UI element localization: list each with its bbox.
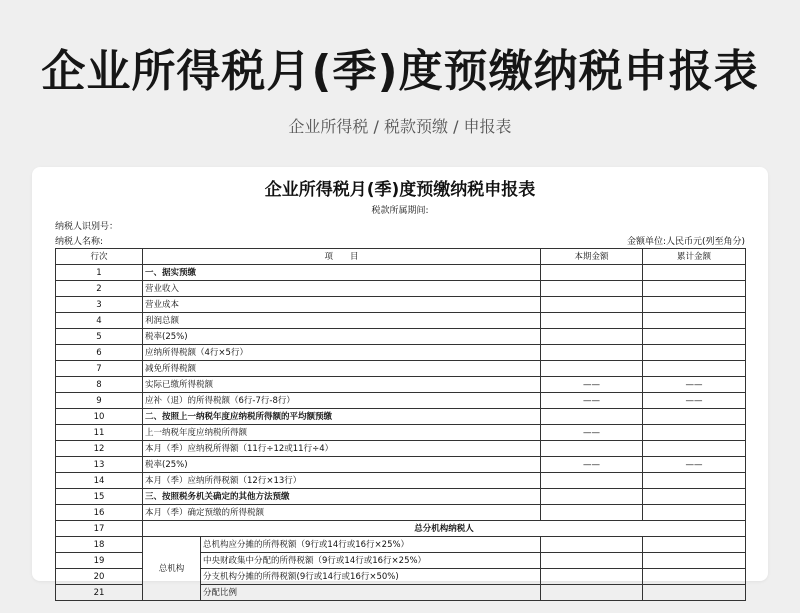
- row-no: 14: [56, 473, 143, 489]
- current-cell[interactable]: [541, 345, 643, 361]
- row-no: 10: [56, 409, 143, 425]
- cumulative-cell[interactable]: [643, 473, 746, 489]
- table-row: [56, 537, 746, 553]
- cumulative-cell[interactable]: [643, 585, 746, 601]
- cumulative-cell[interactable]: [643, 553, 746, 569]
- cumulative-cell[interactable]: [643, 297, 746, 313]
- current-cell[interactable]: [541, 489, 643, 505]
- current-cell[interactable]: [541, 441, 643, 457]
- row-item: 本月（季）确定预缴的所得税额: [143, 505, 541, 521]
- row-item: 本月（季）应纳所得税额（12行×13行）: [143, 473, 541, 489]
- page-subtitle: 企业所得税 / 税款预缴 / 申报表: [288, 117, 512, 136]
- table-row: [56, 329, 746, 345]
- current-cell[interactable]: [541, 361, 643, 377]
- row-item: 分配比例: [201, 585, 541, 601]
- row-no: 8: [56, 377, 143, 393]
- current-cell[interactable]: [541, 553, 643, 569]
- row-item: 减免所得税额: [143, 361, 541, 377]
- row-no: 21: [56, 585, 143, 601]
- row-no: 17: [56, 521, 143, 537]
- current-cell[interactable]: [541, 473, 643, 489]
- table-row: [56, 505, 746, 521]
- row-no: 5: [56, 329, 143, 345]
- row-item: 实际已缴所得税额: [143, 377, 541, 393]
- taxpayer-name-label: 纳税人名称:: [55, 237, 104, 247]
- row-item: 二、按照上一纳税年度应纳税所得额的平均额预缴: [143, 409, 541, 425]
- cumulative-cell[interactable]: [643, 329, 746, 345]
- table-row: [56, 489, 746, 505]
- dash-cell: ——: [541, 425, 643, 441]
- form-card: [32, 167, 768, 598]
- cumulative-cell[interactable]: [643, 281, 746, 297]
- row-no: 15: [56, 489, 143, 505]
- table-row: [56, 441, 746, 457]
- row-no: 19: [56, 553, 143, 569]
- current-cell[interactable]: [541, 297, 643, 313]
- table-row: [56, 473, 746, 489]
- group-label: 总机构: [143, 537, 201, 601]
- row-item: 应补（退）的所得税额（6行-7行-8行）: [143, 393, 541, 409]
- current-cell[interactable]: [541, 585, 643, 601]
- table-row: [56, 345, 746, 361]
- form-title: 企业所得税月(季)度预缴纳税申报表: [264, 180, 536, 200]
- taxpayer-id-label: 纳税人识别号：: [55, 222, 119, 232]
- row-item: 一、据实预缴: [143, 265, 541, 281]
- current-cell[interactable]: [541, 313, 643, 329]
- table-row: [56, 265, 746, 281]
- row-no: 2: [56, 281, 143, 297]
- unit-label: 金额单位:人民币元(列至角分): [626, 237, 745, 247]
- cumulative-cell[interactable]: [643, 537, 746, 553]
- cumulative-cell[interactable]: [643, 425, 746, 441]
- current-cell[interactable]: [541, 329, 643, 345]
- row-item: 营业收入: [143, 281, 541, 297]
- table-row: [56, 425, 746, 441]
- table-row: [56, 377, 746, 393]
- header-current: 本期金额: [541, 249, 643, 265]
- current-cell[interactable]: [541, 409, 643, 425]
- dash-cell: ——: [541, 393, 643, 409]
- row-no: 13: [56, 457, 143, 473]
- dash-cell: ——: [643, 393, 746, 409]
- current-cell[interactable]: [541, 265, 643, 281]
- cumulative-cell[interactable]: [643, 409, 746, 425]
- row-item: 上一纳税年度应纳税所得额: [143, 425, 541, 441]
- cumulative-cell[interactable]: [643, 361, 746, 377]
- cumulative-cell[interactable]: [643, 489, 746, 505]
- row-no: 6: [56, 345, 143, 361]
- table-row: [56, 393, 746, 409]
- period-label: 税款所属期间:: [371, 206, 429, 216]
- current-cell[interactable]: [541, 505, 643, 521]
- cumulative-cell[interactable]: [643, 265, 746, 281]
- row-item: 分支机构分摊的所得税额(9行或14行或16行×50%): [201, 569, 541, 585]
- table-row: [56, 361, 746, 377]
- section-header-branch: 总分机构纳税人: [143, 521, 746, 537]
- table-row: [56, 457, 746, 473]
- dash-cell: ——: [541, 377, 643, 393]
- cumulative-cell[interactable]: [643, 441, 746, 457]
- current-cell[interactable]: [541, 281, 643, 297]
- dash-cell: ——: [643, 377, 746, 393]
- row-no: 7: [56, 361, 143, 377]
- row-no: 11: [56, 425, 143, 441]
- cumulative-cell[interactable]: [643, 345, 746, 361]
- page-title: 企业所得税月(季)度预缴纳税申报表: [41, 46, 759, 97]
- table-row: [56, 313, 746, 329]
- cumulative-cell[interactable]: [643, 569, 746, 585]
- row-item: 利润总额: [143, 313, 541, 329]
- row-item: 应纳所得税额（4行×5行）: [143, 345, 541, 361]
- row-no: 18: [56, 537, 143, 553]
- table-row: [56, 521, 746, 537]
- table-row: [56, 281, 746, 297]
- row-item: 中央财政集中分配的所得税额（9行或14行或16行×25%）: [201, 553, 541, 569]
- header-cumulative: 累计金额: [643, 249, 746, 265]
- row-no: 12: [56, 441, 143, 457]
- row-item: 三、按照税务机关确定的其他方法预缴: [143, 489, 541, 505]
- cumulative-cell[interactable]: [643, 313, 746, 329]
- dash-cell: ——: [541, 457, 643, 473]
- tax-table: [55, 248, 746, 601]
- table-row: [56, 297, 746, 313]
- cumulative-cell[interactable]: [643, 505, 746, 521]
- row-no: 4: [56, 313, 143, 329]
- current-cell[interactable]: [541, 569, 643, 585]
- row-item: 税率(25%): [143, 457, 541, 473]
- row-item: 税率(25%): [143, 329, 541, 345]
- current-cell[interactable]: [541, 537, 643, 553]
- row-item: 总机构应分摊的所得税额（9行或14行或16行×25%）: [201, 537, 541, 553]
- row-item: 营业成本: [143, 297, 541, 313]
- row-no: 16: [56, 505, 143, 521]
- row-item: 本月（季）应纳税所得额（11行÷12或11行÷4）: [143, 441, 541, 457]
- table-header-row: [56, 249, 746, 265]
- row-no: 20: [56, 569, 143, 585]
- row-no: 9: [56, 393, 143, 409]
- dash-cell: ——: [643, 457, 746, 473]
- row-no: 1: [56, 265, 143, 281]
- header-row-no: 行次: [56, 249, 143, 265]
- header-item: 项 目: [143, 249, 541, 265]
- row-no: 3: [56, 297, 143, 313]
- table-row: [56, 409, 746, 425]
